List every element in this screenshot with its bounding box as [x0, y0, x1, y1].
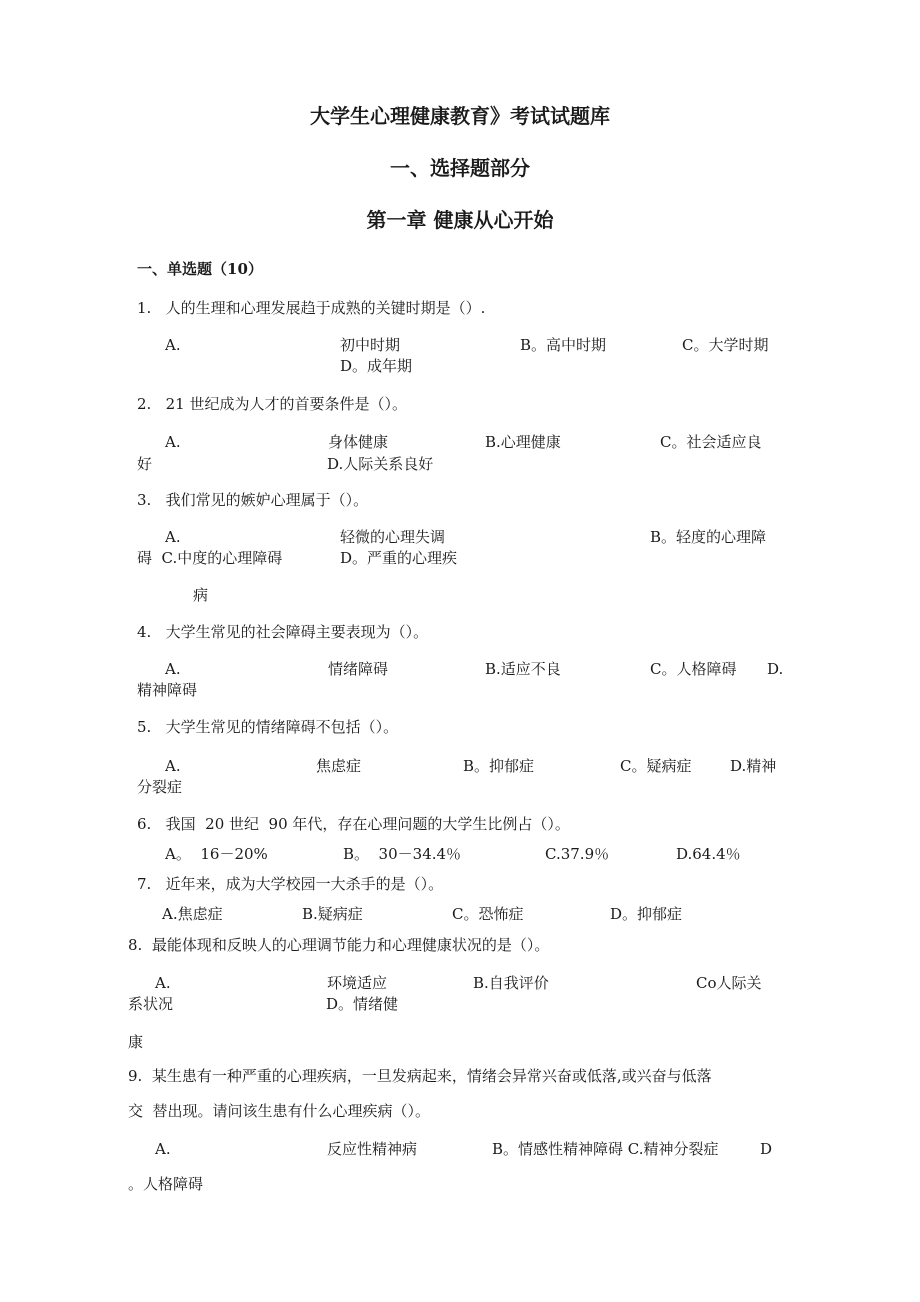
question-2-option-c: C。社会适应良 [660, 433, 762, 451]
question-8-option-d: D。情绪健 [326, 995, 399, 1013]
question-9-option-a: 反应性精神病 [327, 1140, 418, 1158]
question-8-option-d-cont: 康 [128, 1033, 144, 1051]
question-6-option-b: B。 30－34.4％ [343, 845, 462, 863]
question-3-stem: 3. 我们常见的嫉妒心理属于（）。 [137, 491, 369, 509]
question-5-option-d-cont: 分裂症 [137, 778, 183, 796]
question-7-option-d: D。抑郁症 [610, 905, 683, 923]
question-1-option-c: C。大学时期 [682, 336, 769, 354]
question-9-option-b: B。情感性精神障碍 C.精神分裂症 [492, 1140, 719, 1158]
question-9-option-d: D [760, 1140, 773, 1158]
question-3-option-d-cont: 病 [193, 586, 209, 604]
section-heading: 一、单选题（10） [137, 260, 263, 278]
question-3-option-b: B。轻度的心理障 [650, 528, 767, 546]
question-8-option-c: Co人际关 [696, 974, 762, 992]
question-4-option-a: 情绪障碍 [328, 660, 389, 678]
question-3-option-a-label: A. [165, 528, 181, 546]
question-1-stem: 1. 人的生理和心理发展趋于成熟的关键时期是（）. [137, 299, 486, 317]
question-1-option-d: D。成年期 [340, 357, 413, 375]
question-8-option-c-cont: 系状况 [128, 995, 174, 1013]
question-6-stem: 6. 我国 20 世纪 90 年代，存在心理问题的大学生比例占（）。 [137, 815, 570, 833]
chapter-heading: 第一章 健康从心开始 [366, 208, 554, 232]
question-9-option-d-cont: 。人格障碍 [128, 1175, 204, 1193]
question-5-option-d: D.精神 [730, 757, 777, 775]
question-2-option-d: D.人际关系良好 [327, 455, 434, 473]
question-6-option-d: D.64.4％ [676, 845, 741, 863]
question-9-option-a-label: A. [155, 1140, 171, 1158]
question-8-option-b: B.自我评价 [473, 974, 549, 992]
question-8-option-a: 环境适应 [327, 974, 388, 992]
question-7-option-a: A.焦虑症 [162, 905, 223, 923]
question-1-option-a-label: A. [165, 336, 181, 354]
question-5-stem: 5. 大学生常见的情绪障碍不包括（）。 [137, 718, 399, 736]
question-4-option-d-cont: 精神障碍 [137, 681, 198, 699]
question-7-option-b: B.疑病症 [302, 905, 363, 923]
question-2-option-c-cont: 好 [137, 455, 153, 473]
question-8-option-a-label: A. [155, 974, 171, 992]
question-5-option-b: B。抑郁症 [463, 757, 535, 775]
question-4-option-b: B.适应不良 [485, 660, 561, 678]
question-3-option-b-cont: 碍 C.中度的心理障碍 [137, 549, 283, 567]
question-6-option-a: A。 16－20% [165, 845, 268, 863]
question-2-option-a: 身体健康 [328, 433, 389, 451]
question-3-option-d: D。严重的心理疾 [340, 549, 458, 567]
document-title: 大学生心理健康教育》考试试题库 [310, 104, 610, 128]
question-5-option-a: 焦虑症 [316, 757, 362, 775]
question-4-stem: 4. 大学生常见的社会障碍主要表现为（）。 [137, 623, 429, 641]
question-9-stem: 9. 某生患有一种严重的心理疾病，一旦发病起来，情绪会异常兴奋或低落,或兴奋与低落 [128, 1067, 712, 1085]
part-heading: 一、选择题部分 [390, 156, 530, 180]
question-9-stem-cont: 交 替出现。请问该生患有什么心理疾病（）。 [128, 1102, 431, 1120]
question-7-stem: 7. 近年来，成为大学校园一大杀手的是（）。 [137, 875, 444, 893]
question-2-option-b: B.心理健康 [485, 433, 561, 451]
question-3-option-a: 轻微的心理失调 [340, 528, 446, 546]
question-1-option-b: B。高中时期 [520, 336, 607, 354]
question-4-option-a-label: A. [165, 660, 181, 678]
question-1-option-a: 初中时期 [340, 336, 401, 354]
question-2-option-a-label: A. [165, 433, 181, 451]
question-4-option-d: D. [767, 660, 784, 678]
question-8-stem: 8. 最能体现和反映人的心理调节能力和心理健康状况的是（）。 [128, 936, 550, 954]
question-2-stem: 2. 21 世纪成为人才的首要条件是（）。 [137, 395, 407, 413]
question-7-option-c: C。恐怖症 [452, 905, 524, 923]
question-5-option-c: C。疑病症 [620, 757, 692, 775]
question-5-option-a-label: A. [165, 757, 181, 775]
question-6-option-c: C.37.9％ [545, 845, 610, 863]
question-4-option-c: C。人格障碍 [650, 660, 737, 678]
